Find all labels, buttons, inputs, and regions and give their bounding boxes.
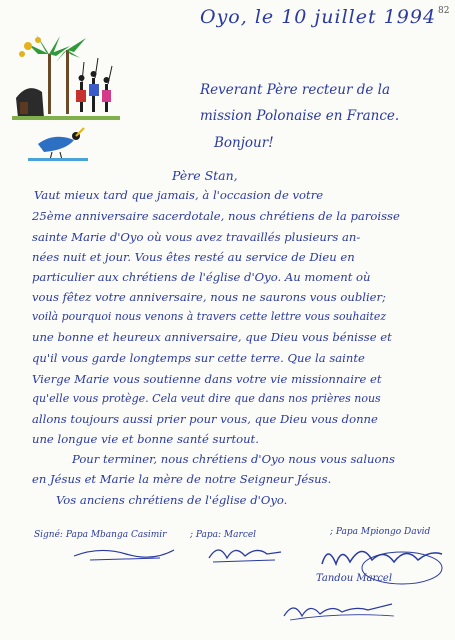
body-line: sainte Marie d'Oyo où vous avez travaillés plusieurs an- [32,230,361,244]
body-line: allons toujours aussi prier pour vous, que Dieu vous donne [32,412,378,426]
closing-line: Vos anciens chrétiens de l'église d'Oyo. [56,493,288,507]
addressee-line-2: mission Polonaise en France. [200,108,400,124]
body-line: qu'elle vous protège. Cela veut dire que dans nos prières nous [32,392,381,405]
body-line: en Jésus et Marie la mère de notre Seigneur Jésus. [32,472,332,486]
body-line: particulier aux chrétiens de l'église d'Oyo. Au moment où [32,270,371,284]
body-line: qu'il vous garde longtemps sur cette terre. Que la sainte [32,351,365,365]
body-line: nées nuit et jour. Vous êtes resté au service de Dieu en [32,250,355,264]
signature-mark-4 [280,590,400,626]
folio-number: 82 [438,6,450,16]
body-line: vous fêtez votre anniversaire, nous ne saurons vous oublier; [32,290,386,304]
illustration-palms-figures-bird [8,32,126,164]
body-line: une longue vie et bonne santé surtout. [32,432,259,446]
signature-mark-2 [205,540,285,566]
body-line: Vierge Marie vous soutienne dans votre vie missionnaire et [32,372,382,386]
signer-3: ; Papa Mpiongo David [330,527,431,537]
signer-1: Signé: Papa Mbanga Casimir [34,530,167,540]
greeting: Bonjour! [214,135,274,151]
body-line: voilà pourquoi nous venons à travers cette lettre vous souhaitez [32,310,387,323]
date-line: Oyo, le 10 juillet 1994 [200,6,437,28]
body-line: une bonne et heureux anniversaire, que Dieu vous bénisse et [32,330,392,344]
body-line: Pour terminer, nous chrétiens d'Oyo nous vous saluons [72,452,395,466]
addressee-line-1: Reverant Père recteur de la [200,82,391,98]
salutation: Père Stan, [172,168,238,183]
body-line: 25ème anniversaire sacerdotale, nous chrétiens de la paroisse [32,209,400,223]
signer-4-name: Tandou Marcel [316,573,393,584]
body-line: Vaut mieux tard que jamais, à l'occasion de votre [34,188,324,202]
signer-2: ; Papa: Marcel [190,530,257,540]
signature-mark-3 [318,540,446,588]
signature-mark-1 [70,540,180,564]
